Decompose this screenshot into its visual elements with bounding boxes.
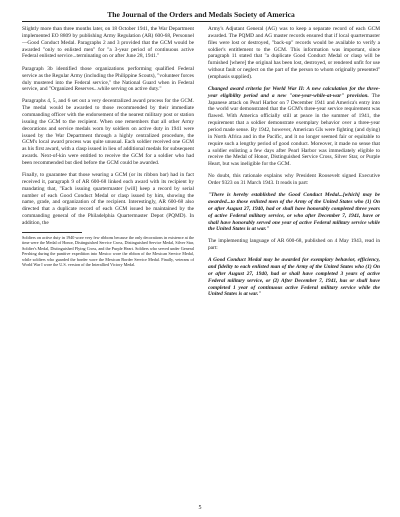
paragraph: Paragraphs 4, 5, and 6 set out a very decentralized award process for the GCM. The medal would be awarded to those recommended by their immediate commanding officer with the endorsement of the nearest military post or station issuing the GCM to the recipient. When one remembers that all other Army decorations and service medals worn by soldiers on active duty in 1941 were issued by the War Department through a highly centralized procedure, the GCM's local award process was quite unusual. Each soldier received one GCM as his first award, with a clasp issued in lieu of additional medals for subsequent awards. Next-of-kin were entitled to receive the GCM for a soldier who had been recommended but died before the GCM could be awarded. — [22, 98, 194, 166]
paragraph-body: The Japanese attack on Pearl Harbor on 7 December 1941 and America's entry into the world war demonstrated that the GCM's three-year service requirement was flawed. With America officially still at peace in the summer of 1941, the requirement that a soldier demonstrate exemplary behavior over a three-year period made sense. By 1942, however, American GIs were fighting (and dying) in North Africa and in the Pacific, and it no longer seemed fair or equitable to require such a lengthy period of good conduct. Moreover, it made no sense that a soldier enlisting a few days after Pearl Harbor was immediately eligible to receive the Medal of Honor, Distinguished Service Cross, Silver Star, or Purple Heart, but was ineligible for the GCM. — [208, 92, 380, 168]
footnote-divider — [22, 232, 82, 233]
section-heading: Changed award criteria for World War II: A new calculation for the three-year eligibility period and a new "one-year-while-at-war" provision. — [208, 85, 380, 99]
paragraph: Army's Adjutant General (AG) was to keep a separate record of each GCM awarded. The PQMD and AG master records ensured that if local quartermaster files were lost or destroyed, "back-up" records would be available to verify a soldier's entitlement to the GCM. This information was important, since paragraph 11 stated that "a duplicate Good Conduct Medal or clasp will be furnished [where] the original has been lost, destroyed, or rendered unfit for use without fault or neglect on the part of the person to whom originally presented" (emphasis supplied). — [208, 26, 380, 80]
text-columns — [22, 26, 380, 304]
right-column — [208, 26, 380, 304]
paragraph: The implementing language of AR 600-68, published on 4 May 1943, read in part: — [208, 238, 380, 252]
footnote: Soldiers on active duty in 1940 wore very few ribbons because the only decorations in existence at the time were the Medal of Honor, Distinguished Service Cross, Distinguished Service Medal, Silver Star, Soldier's Medal, Distinguished Flying Cross, and the Purple Heart. Soldiers who served under General Pershing during the punitive expedition into Mexico wore the ribbon of the Mexican Service Medal, while soldiers who guarded the border wore the Mexican Border Service Medal. Finally, veterans of World War I wore the U.S. version of the Interallied Victory Medal. — [22, 234, 194, 267]
page-number: 5 — [198, 505, 202, 511]
block-quote: A Good Conduct Medal may be awarded for exemplary behavior, efficiency, and fidelity to each enlisted man of the Army of the United States who (1) On or after August 27, 1940, had or shall have completed 3 years of active Federal military service, or (2) After December 7, 1941, has or shall have completed 1 year of continuous active Federal military service while the United States is at war." — [208, 257, 380, 298]
paragraph: Finally, to guarantee that those wearing a GCM (or its ribbon bar) had in fact received it, paragraph 9 of AR 600-68 linked each award with its recipient by mandating that, "Each issuing quartermaster [will] keep a record by serial number of each Good Conduct Medal or clasp issued by him, showing the name, grade, and organization of the recipient. Interestingly, AR 600-68 also directed that a duplicate record of each GCM issued be maintained by the commanding general of the Philadelphia Quartermaster Depot (PQMD). In addition, the — [22, 172, 194, 226]
journal-header: The Journal of the Orders and Medals Society of America — [22, 10, 380, 22]
left-column — [22, 26, 194, 304]
paragraph — [208, 86, 380, 168]
paragraph: Slightly more than three months later, on 18 October 1941, the War Department implemented EO 8809 by publishing Army Regulation (AR) 600-68, Personnel—Good Conduct Medal. Paragraphs 2 and 3 provided that the GCM would be awarded "only to enlisted men" for "a 3-year period of continuous active Federal enlisted service...terminating on or after June 28, 1941." — [22, 26, 194, 60]
paragraph: Paragraph 3b identified those organizations performing qualified Federal service as the Regular Army (including the Philippine Scouts), "volunteer forces duly mustered into the Federal service," the National Guard when in Federal service, and "Organized Reserves...while serving on active duty." — [22, 65, 194, 93]
block-quote: "There is hereby established the Good Conduct Medal...[which] may be awarded...to those enlisted men of the Army of the United States who (1) On or after August 27, 1940, had or shall have honorably completed three years of active Federal military service, or who after December 7, 1941, have or shall have honorably served one year of active Federal military service while the United States is at war." — [208, 192, 380, 233]
paragraph: No doubt, this rationale explains why President Roosevelt signed Executive Order 9323 on 31 March 1943. It reads in part: — [208, 173, 380, 187]
